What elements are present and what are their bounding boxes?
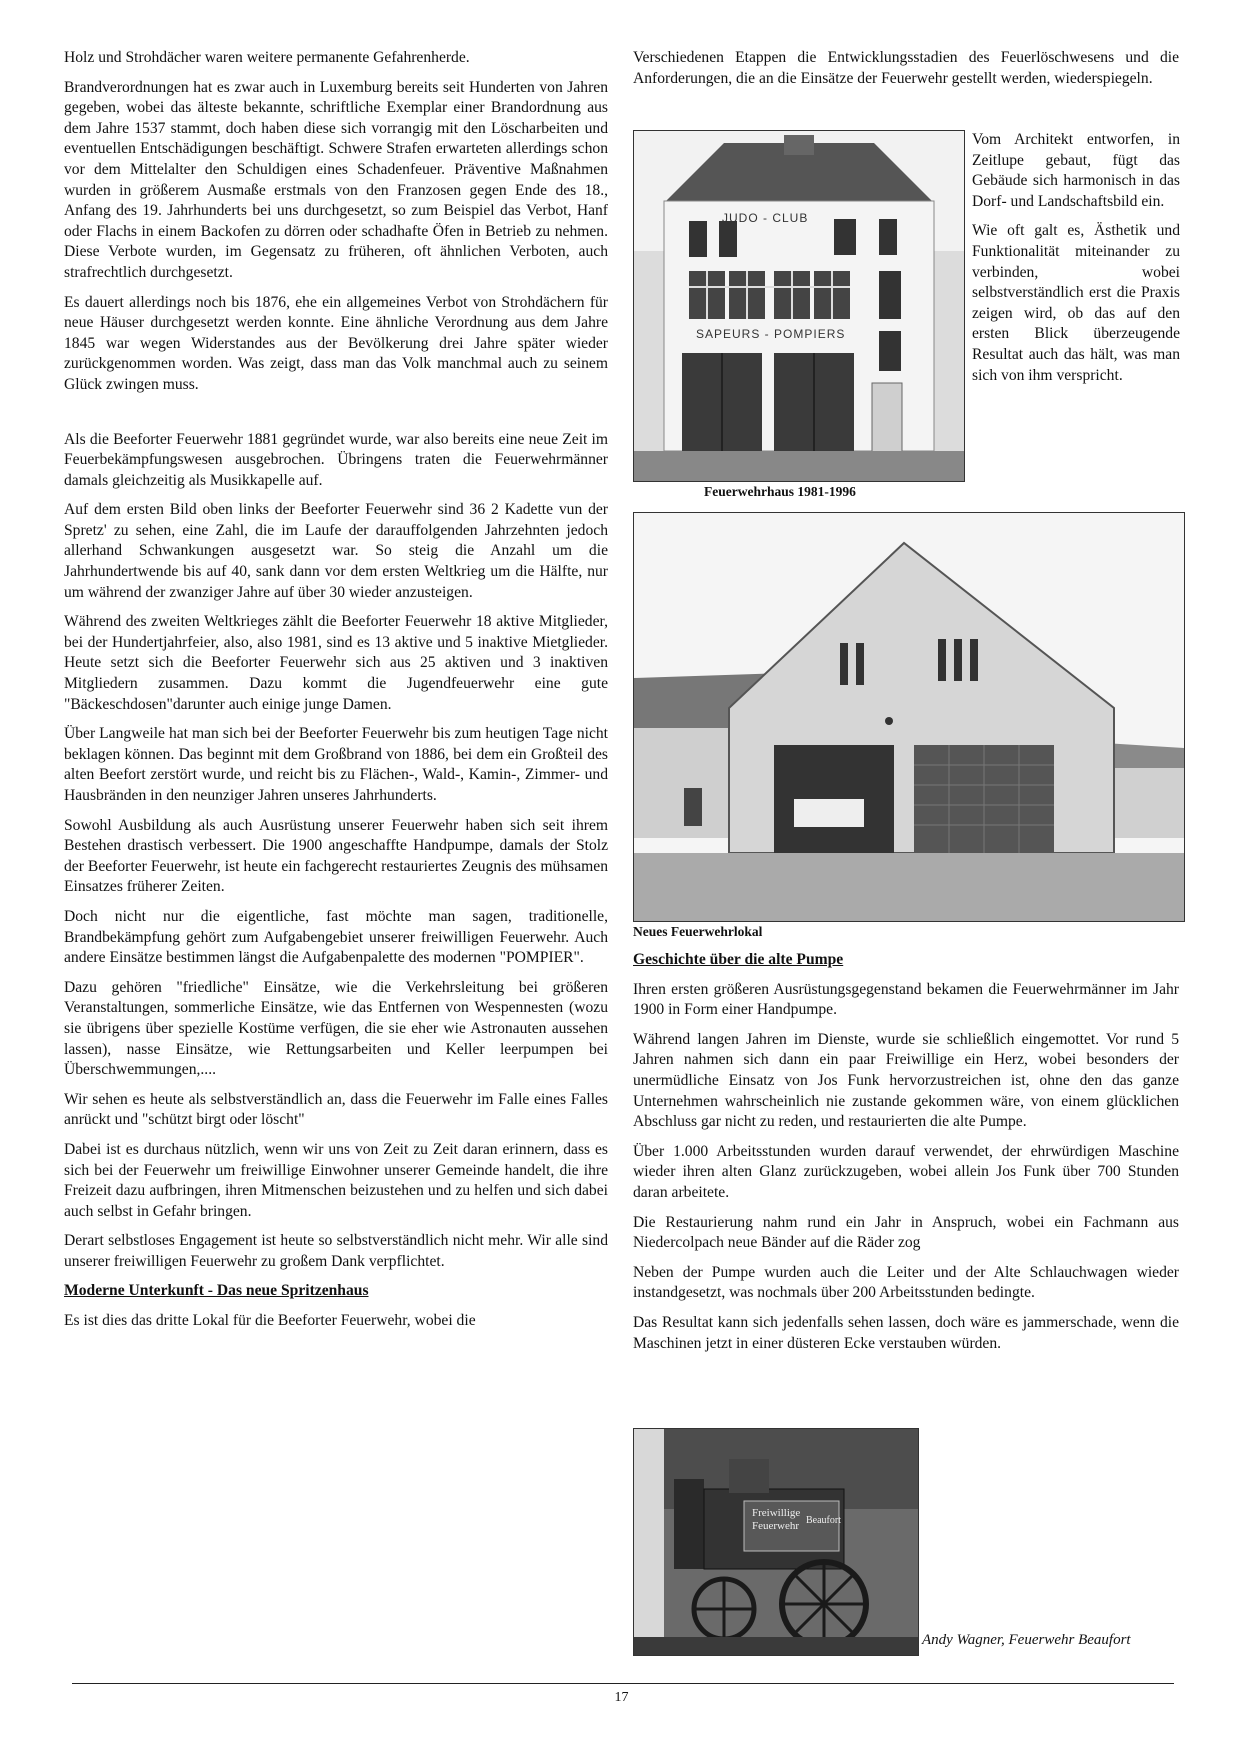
footer-rule — [72, 1683, 1174, 1684]
photo-old-fire-station — [633, 130, 965, 482]
new-fire-station-illustration — [634, 513, 1184, 921]
paragraph: Vom Architekt entworfen, in Zeitlupe gebaut, fügt das Gebäude sich harmonisch in das Dorf- und Landschaftsbild ein. — [972, 131, 1180, 210]
paragraph: Über 1.000 Arbeitsstunden wurden darauf verwendet, der ehrwürdigen Maschine wieder ihren alten Glanz zurückzugeben, wobei allein Jos Funk über 700 Stunden daran arbeitete. — [633, 1142, 1179, 1201]
paragraph: Dazu gehören "friedliche" Einsätze, wie die Verkehrsleitung bei größeren Veranstaltungen, sommerliche Einsätze, wie das Entfernen von Wespennesten (wozu sie übrigens über spezielle Kostüme verfügen, die sie eher wie Astronauten aussehen lassen), nasse Einsätze, wie Rettungsarbeiten und Keller leerpumpen bei Überschwemmungen,.... — [64, 978, 608, 1079]
old-fire-station-illustration — [634, 131, 964, 481]
paragraph: Brandverordnungen hat es zwar auch in Luxemburg bereits seit Hunderten von Jahren gegeben, wobei das älteste bekannte, schriftliche Exemplar einer Brandordnung aus dem Jahre 1537 stammt, doch haben diese sich vorrangig mit den Löscharbeiten und eventuellen Entschädigungen beschäftigt. Schwere Strafen erwarteten allerdings schon vor dem Mittelalter den Schuldigen eines Schadenfeuer. Präventive Maßnahmen wurden in größerem Ausmaße erstmals von den Franzosen gegen Ende des 18., Anfang des 19. Jahrhunderts bei uns durchgesetzt, so zum Beispiel das Verbot, Hanf oder Flachs in einem Backofen zu dörren oder schadhafte Öfen in Betrieb zu nehmen. Diese Verbote wurden, im Gegensatz zu früheren, oft ähnlichen Verboten, auch strafrechtlich durchgesetzt. — [64, 78, 608, 281]
right-intro — [633, 48, 1179, 98]
paragraph: Ihren ersten größeren Ausrüstungsgegenstand bekamen die Feuerwehrmänner im Jahr 1900 in Form einer Handpumpe. — [633, 980, 1179, 1019]
pump-label-line: Freiwillige — [752, 1507, 801, 1519]
photo-new-fire-station — [633, 512, 1185, 922]
hand-pump-illustration — [634, 1429, 918, 1655]
paragraph: Es ist dies das dritte Lokal für die Beeforter Feuerwehr, wobei die — [64, 1312, 476, 1330]
paragraph: Verschiedenen Etappen die Entwicklungsstadien des Feuerlöschwesens und die Anforderungen, die an die Einsätze der Feuerwehr gestellt werden, wiederspiegeln. — [633, 49, 1179, 87]
paragraph: Holz und Strohdächer waren weitere permanente Gefahrenherde. — [64, 49, 470, 66]
pump-label — [752, 1507, 800, 1533]
photo-hand-pump — [633, 1428, 919, 1656]
paragraph: Doch nicht nur die eigentliche, fast möchte man sagen, traditionelle, Brandbekämpfung gehört zum Aufgabengebiet unserer freiwilligen Feuerwehr. Auch andere Einsätze bestimmen längst die Aufgabenpalette des modernen "POMPIER". — [64, 907, 608, 967]
pump-label-beaufort: Beaufort — [806, 1515, 841, 1526]
author-credit: Andy Wagner, Feuerwehr Beaufort — [922, 1632, 1131, 1648]
right-side-text — [972, 130, 1180, 395]
pump-label-line: Feuerwehr — [752, 1520, 800, 1532]
sign-judo-club: JUDO - CLUB — [722, 211, 809, 225]
paragraph: Sowohl Ausbildung als auch Ausrüstung unserer Feuerwehr haben sich seit ihrem Bestehen drastisch verbessert. Die 1900 angeschaffte Handpumpe, damals der Stolz der Beeforter Feuerwehr, ist heute ein fachgerecht restauriertes Zeugnis des mühsamen Einsatzes früherer Zeiten. — [64, 816, 608, 896]
paragraph: Auf dem ersten Bild oben links der Beeforter Feuerwehr sind 36 2 Kadette vun der Spretz' zu sehen, eine Zahl, die im Laufe der darauffolgenden Jahrzehnten jedoch allerhand Schwankungen ausgesetzt war. So steig die Anzahl um die Jahrhundertwende bis auf 40, sank dann vor dem ersten Weltkrieg um die Hälfte, nur um während der zwanziger Jahre auf über 30 wieder anzusteigen. — [64, 501, 608, 601]
left-column — [64, 48, 608, 1341]
paragraph: Die Restaurierung nahm rund ein Jahr in Anspruch, wobei ein Fachmann aus Niedercolpach neue Bänder auf die Räder zog — [633, 1213, 1179, 1252]
paragraph: Derart selbstloses Engagement ist heute so selbstverständlich nicht mehr. Wir alle sind unserer freiwilligen Feuerwehr zu großem Dank verpflichtet. — [64, 1232, 608, 1270]
sign-sapeurs-pompiers: SAPEURS - POMPIERS — [696, 327, 846, 341]
paragraph: Dabei ist es durchaus nützlich, wenn wir uns von Zeit zu Zeit daran erinnern, dass es sich bei der Feuerwehr um freiwillige Einwohner unserer Gemeinde handelt, die ihre Freizeit dazu aufbringen, ihren Mitmenschen beizustehen und zu helfen und sich dabei auch selbst in Gefahr bringen. — [64, 1140, 608, 1220]
paragraph: Über Langweile hat man sich bei der Beeforter Feuerwehr bis zum heutigen Tage nicht beklagen können. Das beginnt mit dem Großbrand von 1886, bei dem ein Großteil des alten Beefort zerstört wurde, und reicht bis zu Flächen-, Wald-, Kamin-, Zimmer- und Hausbränden in den neunziger Jahren unseres Jahrhunderts. — [64, 725, 608, 804]
photo-caption: Feuerwehrhaus 1981-1996 — [704, 484, 856, 499]
section-heading: Geschichte über die alte Pumpe — [633, 951, 844, 968]
paragraph: Wie oft galt es, Ästhetik und Funktionalität miteinander zu verbinden, wobei selbstverständlich erst die Praxis zeigen wird, ob das auf den ersten Blick überzeugende Resultat auch das hält, was man sich von ihm verspricht. — [972, 222, 1180, 384]
paragraph: Wir sehen es heute als selbstverständlich an, dass die Feuerwehr im Falle eines Falles anrückt und "schützt birgt oder löscht" — [64, 1090, 608, 1129]
paragraph: Als die Beeforter Feuerwehr 1881 gegründet wurde, war also bereits eine neue Zeit im Feuerbekämpfungswesen ausgebrochen. Übringens traten die Feuerwehrmänner damals gleichzeitig als Musikkapelle auf. — [64, 430, 608, 489]
paragraph: Während langen Jahren im Dienste, wurde sie schließlich eingemottet. Vor rund 5 Jahren nahmen sich dann ein paar Freiwillige ein Herz, wobei besonders der unermüdliche Einsatz von Jos Funk hervorzustreichen ist, ohne den das ganze Unternehmen wahrscheinlich nie zustande gekommen wäre, von einem glücklichen Abschluss gar nicht zu reden, und restaurierten die alte Pumpe. — [633, 1030, 1179, 1131]
page-number: 17 — [614, 1690, 629, 1705]
section-heading: Moderne Unterkunft - Das neue Spritzenhaus — [64, 1282, 369, 1300]
paragraph: Während des zweiten Weltkrieges zählt die Beeforter Feuerwehr 18 aktive Mitglieder, bei der Hundertjahrfeier, also, also 1981, sind es 13 aktive und 5 inaktive Mietglieder. Heute setzt sich die Beeforter Feuerwehr sich aus 25 aktiven und 3 inaktiven Mitgliedern zusammen. Dazu kommt die Jugendfeuerwehr eine gute "Bäckeschdosen"darunter auch einige junge Damen. — [64, 613, 608, 713]
paragraph: Neben der Pumpe wurden auch die Leiter und der Alte Schlauchwagen wieder instandgesetzt, was nochmals über 200 Arbeitsstunden bedingte. — [633, 1263, 1179, 1302]
paragraph: Es dauert allerdings noch bis 1876, ehe ein allgemeines Verbot von Strohdächern für neue Häuser durchgesetzt werden konnte. Eine ähnliche Verordnung aus dem Jahre 1845 war wegen Widerstandes aus der Bevölkerung drei Jahre später wieder zurückgenommen worden. Was zeigt, dass man das Volk manchmal auch zu seinem Glück zwingen muss. — [64, 293, 608, 393]
photo-caption: Neues Feuerwehrlokal — [633, 924, 763, 939]
paragraph: Das Resultat kann sich jedenfalls sehen lassen, doch wäre es jammerschade, wenn die Maschinen jetzt in einer düsteren Ecke verstauben würden. — [633, 1313, 1179, 1352]
right-lower-text — [633, 950, 1179, 1363]
